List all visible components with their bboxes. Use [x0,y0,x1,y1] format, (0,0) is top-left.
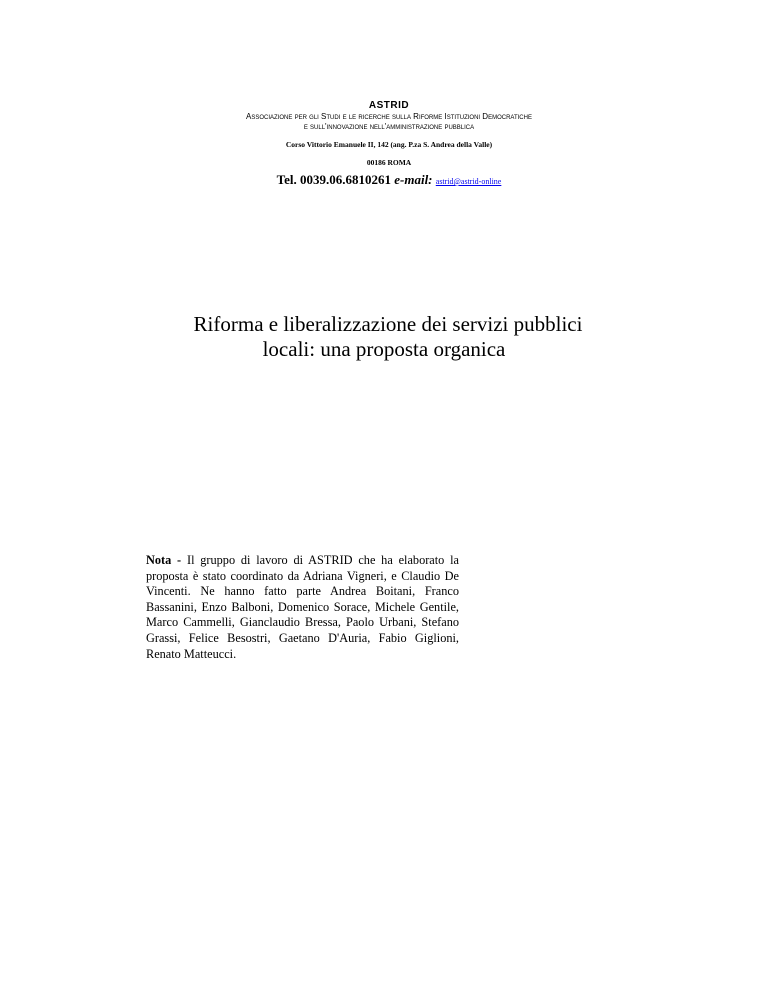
note-label: Nota - [146,553,182,567]
contact-line [10,172,768,190]
organization-description-line-2: e sull'innovazione nell'amministrazione pubblica [303,122,475,131]
note-paragraph [146,553,459,662]
email-link[interactable]: astrid@astrid-online [435,177,502,186]
letterhead [0,100,768,190]
organization-name: ASTRID [368,100,410,111]
document-title-line-2: locali: una proposta organica [262,337,506,361]
document-title [120,312,648,362]
note-text: Il gruppo di lavoro di ASTRID che ha elaborato la proposta è stato coordinato da Adriana Vigneri, e Claudio De Vincenti. Ne hanno fatto parte Andrea Boitani, Franco Bassanini, Enzo Balboni, Domenico Sorace, Michele Gentile, Marco Cammelli, Gianclaudio Bressa, Paolo Urbani, Stefano Grassi, Felice Besostri, Gaetano D'Auria, Fabio Giglioni, Renato Matteucci. [146,553,459,661]
address-line-2: 00186 ROMA [366,158,412,167]
email-label: e-mail: [394,172,433,187]
telephone: Tel. 0039.06.6810261 [276,172,391,187]
organization-description-line-1: Associazione per gli Studi e le ricerche sulla Riforme Istituzioni Democratiche [246,112,532,121]
document-title-line-1: Riforma e liberalizzazione dei servizi pubblici [193,312,583,336]
address-line-1: Corso Vittorio Emanuele II, 142 (ang. P.za S. Andrea della Valle) [285,140,493,149]
